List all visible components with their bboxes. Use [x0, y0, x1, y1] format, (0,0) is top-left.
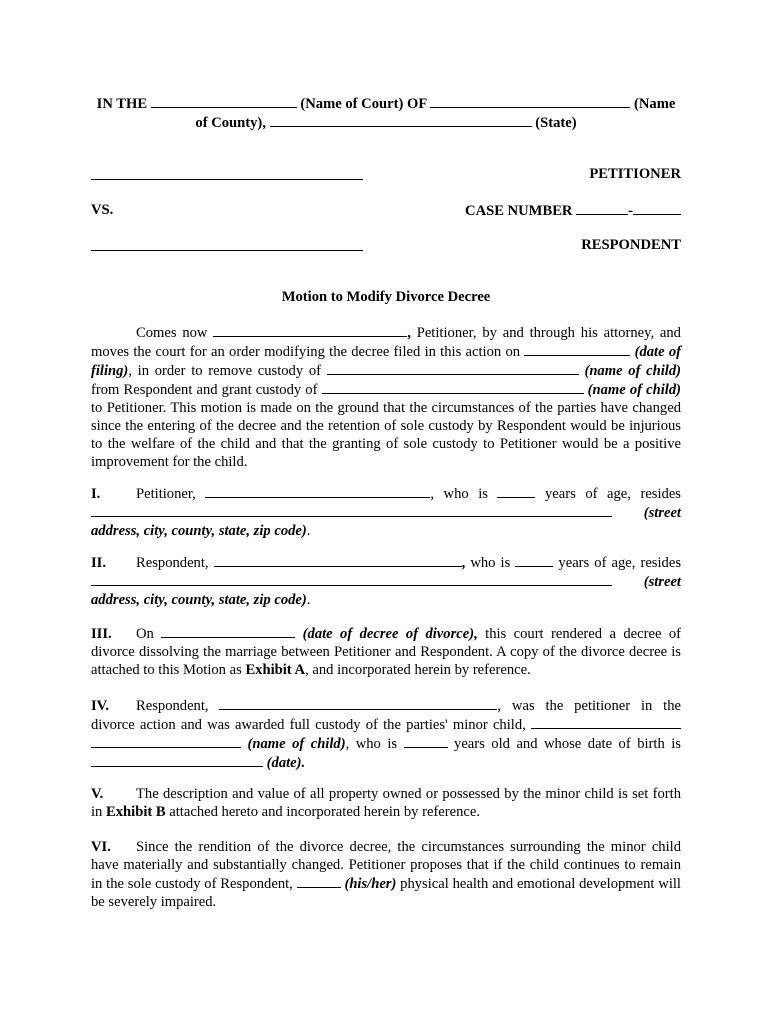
paragraph-iv-text-1: Respondent,	[136, 698, 220, 714]
case-number-part2-blank[interactable]	[633, 201, 681, 215]
child-name-blank-1[interactable]	[327, 361, 579, 375]
child-name-blank-2[interactable]	[322, 380, 584, 394]
paragraph-i-text-3: years of age, resides	[535, 486, 681, 502]
case-number-label: CASE NUMBER	[465, 203, 573, 219]
case-number-separator: -	[628, 203, 633, 219]
paragraph-iii-text-2: this court rendered a decree of divorce dissolving the marriage between Petitioner and Respondent. A copy of the divorce decree is attached to this Motion as	[91, 626, 681, 678]
child-name-blank-iv-a[interactable]	[531, 715, 681, 729]
name-of-label: (Name	[634, 96, 676, 112]
case-number-field	[465, 201, 681, 220]
paragraph-iv-text-2: , was the petitioner in the divorce action and was awarded full custody of the parties' minor child,	[91, 698, 681, 733]
case-number-part1-blank[interactable]	[576, 201, 628, 215]
date-hint: (date).	[266, 755, 306, 771]
paragraph-iv-text-4: years old and whose date of birth is	[447, 736, 681, 752]
paragraph-number: I.	[91, 486, 101, 502]
intro-paragraph	[91, 323, 681, 471]
respondent-address-blank[interactable]	[91, 572, 612, 586]
petitioner-blank[interactable]	[213, 323, 407, 337]
comma-mark: ,	[461, 555, 466, 571]
respondent-name-blank-ii[interactable]	[214, 553, 462, 567]
paragraph-v	[91, 785, 681, 821]
intro-text-4: to Petitioner. This motion is made on the ground that the circumstances of the parties have changed since the entering of the decree and the retention of sole custody by Respondent would be injurious to the welfare of the child and that the granting of sole custody to Petitioner would be a positive improvement for the child.	[91, 400, 681, 470]
paragraph-iii-text-3: , and incorporated herein by reference.	[305, 662, 531, 678]
comma-mark: ,	[407, 325, 411, 341]
address-hint: (street address, city, county, state, zip code)	[91, 574, 681, 608]
paragraph-iii-text-1: On	[136, 626, 162, 642]
date-of-filing-hint: (date of filing)	[91, 344, 681, 379]
state-label: (State)	[535, 115, 577, 131]
paragraph-v-text-1: The description and value of all property owned or possessed by the minor child is set forth in	[91, 786, 681, 820]
petitioner-label: PETITIONER	[589, 166, 681, 182]
paragraph-i-end: .	[306, 523, 311, 539]
name-of-child-hint-2: (name of child)	[587, 382, 681, 398]
county-name-blank[interactable]	[430, 94, 630, 108]
paragraph-i-text-1: Petitioner,	[136, 486, 206, 502]
paragraph-i-text-2: , who is	[430, 486, 498, 502]
of-county-label: of County),	[195, 115, 266, 131]
intro-text-3: from Respondent and grant custody of	[91, 382, 322, 398]
exhibit-b-reference: Exhibit B	[106, 804, 166, 820]
paragraph-number: IV.	[91, 698, 109, 714]
comes-now-text: Comes now	[136, 325, 208, 341]
petitioner-age-blank[interactable]	[497, 484, 535, 498]
petitioner-name-blank-i[interactable]	[205, 484, 430, 498]
paragraph-ii-text-3: years of age, resides	[553, 555, 681, 571]
respondent-age-blank[interactable]	[515, 553, 553, 567]
paragraph-iii	[91, 624, 681, 679]
court-caption	[91, 94, 681, 132]
name-of-court-label: (Name of Court) OF	[300, 96, 427, 112]
child-age-blank[interactable]	[404, 734, 448, 748]
paragraph-vi-text-2: physical health and emotional development will be severely impaired.	[91, 876, 681, 910]
paragraph-i	[91, 484, 681, 540]
paragraph-ii-text-2: who is	[465, 555, 516, 571]
his-her-blank[interactable]	[297, 874, 341, 888]
versus-row	[91, 201, 681, 219]
in-the-label: IN THE	[96, 96, 148, 112]
paragraph-iv-text-3: , who is	[345, 736, 404, 752]
respondent-name-blank-iv[interactable]	[219, 696, 497, 710]
respondent-row	[91, 236, 681, 254]
vs-label: VS.	[91, 202, 114, 218]
paragraph-vi	[91, 838, 681, 911]
name-of-child-hint-1: (name of child)	[584, 363, 681, 379]
paragraph-v-text-2: attached hereto and incorporated herein by reference.	[165, 804, 481, 820]
paragraph-number: III.	[91, 626, 112, 642]
paragraph-number: II.	[91, 555, 107, 571]
respondent-label: RESPONDENT	[581, 237, 681, 253]
name-of-child-hint: (name of child)	[247, 736, 346, 752]
exhibit-a-reference: Exhibit A	[245, 662, 306, 678]
paragraph-number: VI.	[91, 839, 111, 855]
address-hint: (street address, city, county, state, zip code)	[91, 505, 681, 539]
intro-text-1: Petitioner, by and through his attorney, and moves the court for an order modifying the decree filed in this action on	[91, 325, 681, 360]
child-name-blank-iv-b[interactable]	[91, 734, 241, 748]
document-title: Motion to Modify Divorce Decree	[281, 289, 491, 305]
paragraph-ii	[91, 553, 681, 609]
intro-text-2: , in order to remove custody of	[128, 363, 327, 379]
paragraph-iv	[91, 696, 681, 772]
state-blank[interactable]	[270, 113, 532, 127]
petitioner-row	[91, 165, 681, 183]
paragraph-number: V.	[91, 786, 104, 802]
filing-date-blank[interactable]	[524, 342, 630, 356]
paragraph-ii-end: .	[306, 592, 311, 608]
date-of-decree-hint: (date of decree of divorce),	[302, 626, 478, 642]
court-name-blank[interactable]	[151, 94, 297, 108]
paragraph-vi-text-1: Since the rendition of the divorce decree, the circumstances surrounding the minor child have materially and substantially changed. Petitioner proposes that if the child continues to remain in the sole custody of Respondent,	[91, 839, 681, 892]
decree-date-blank[interactable]	[161, 624, 295, 638]
petitioner-address-blank[interactable]	[91, 503, 612, 517]
birth-date-blank[interactable]	[91, 753, 263, 767]
paragraph-ii-text-1: Respondent,	[136, 555, 214, 571]
his-her-hint: (his/her)	[344, 876, 397, 892]
